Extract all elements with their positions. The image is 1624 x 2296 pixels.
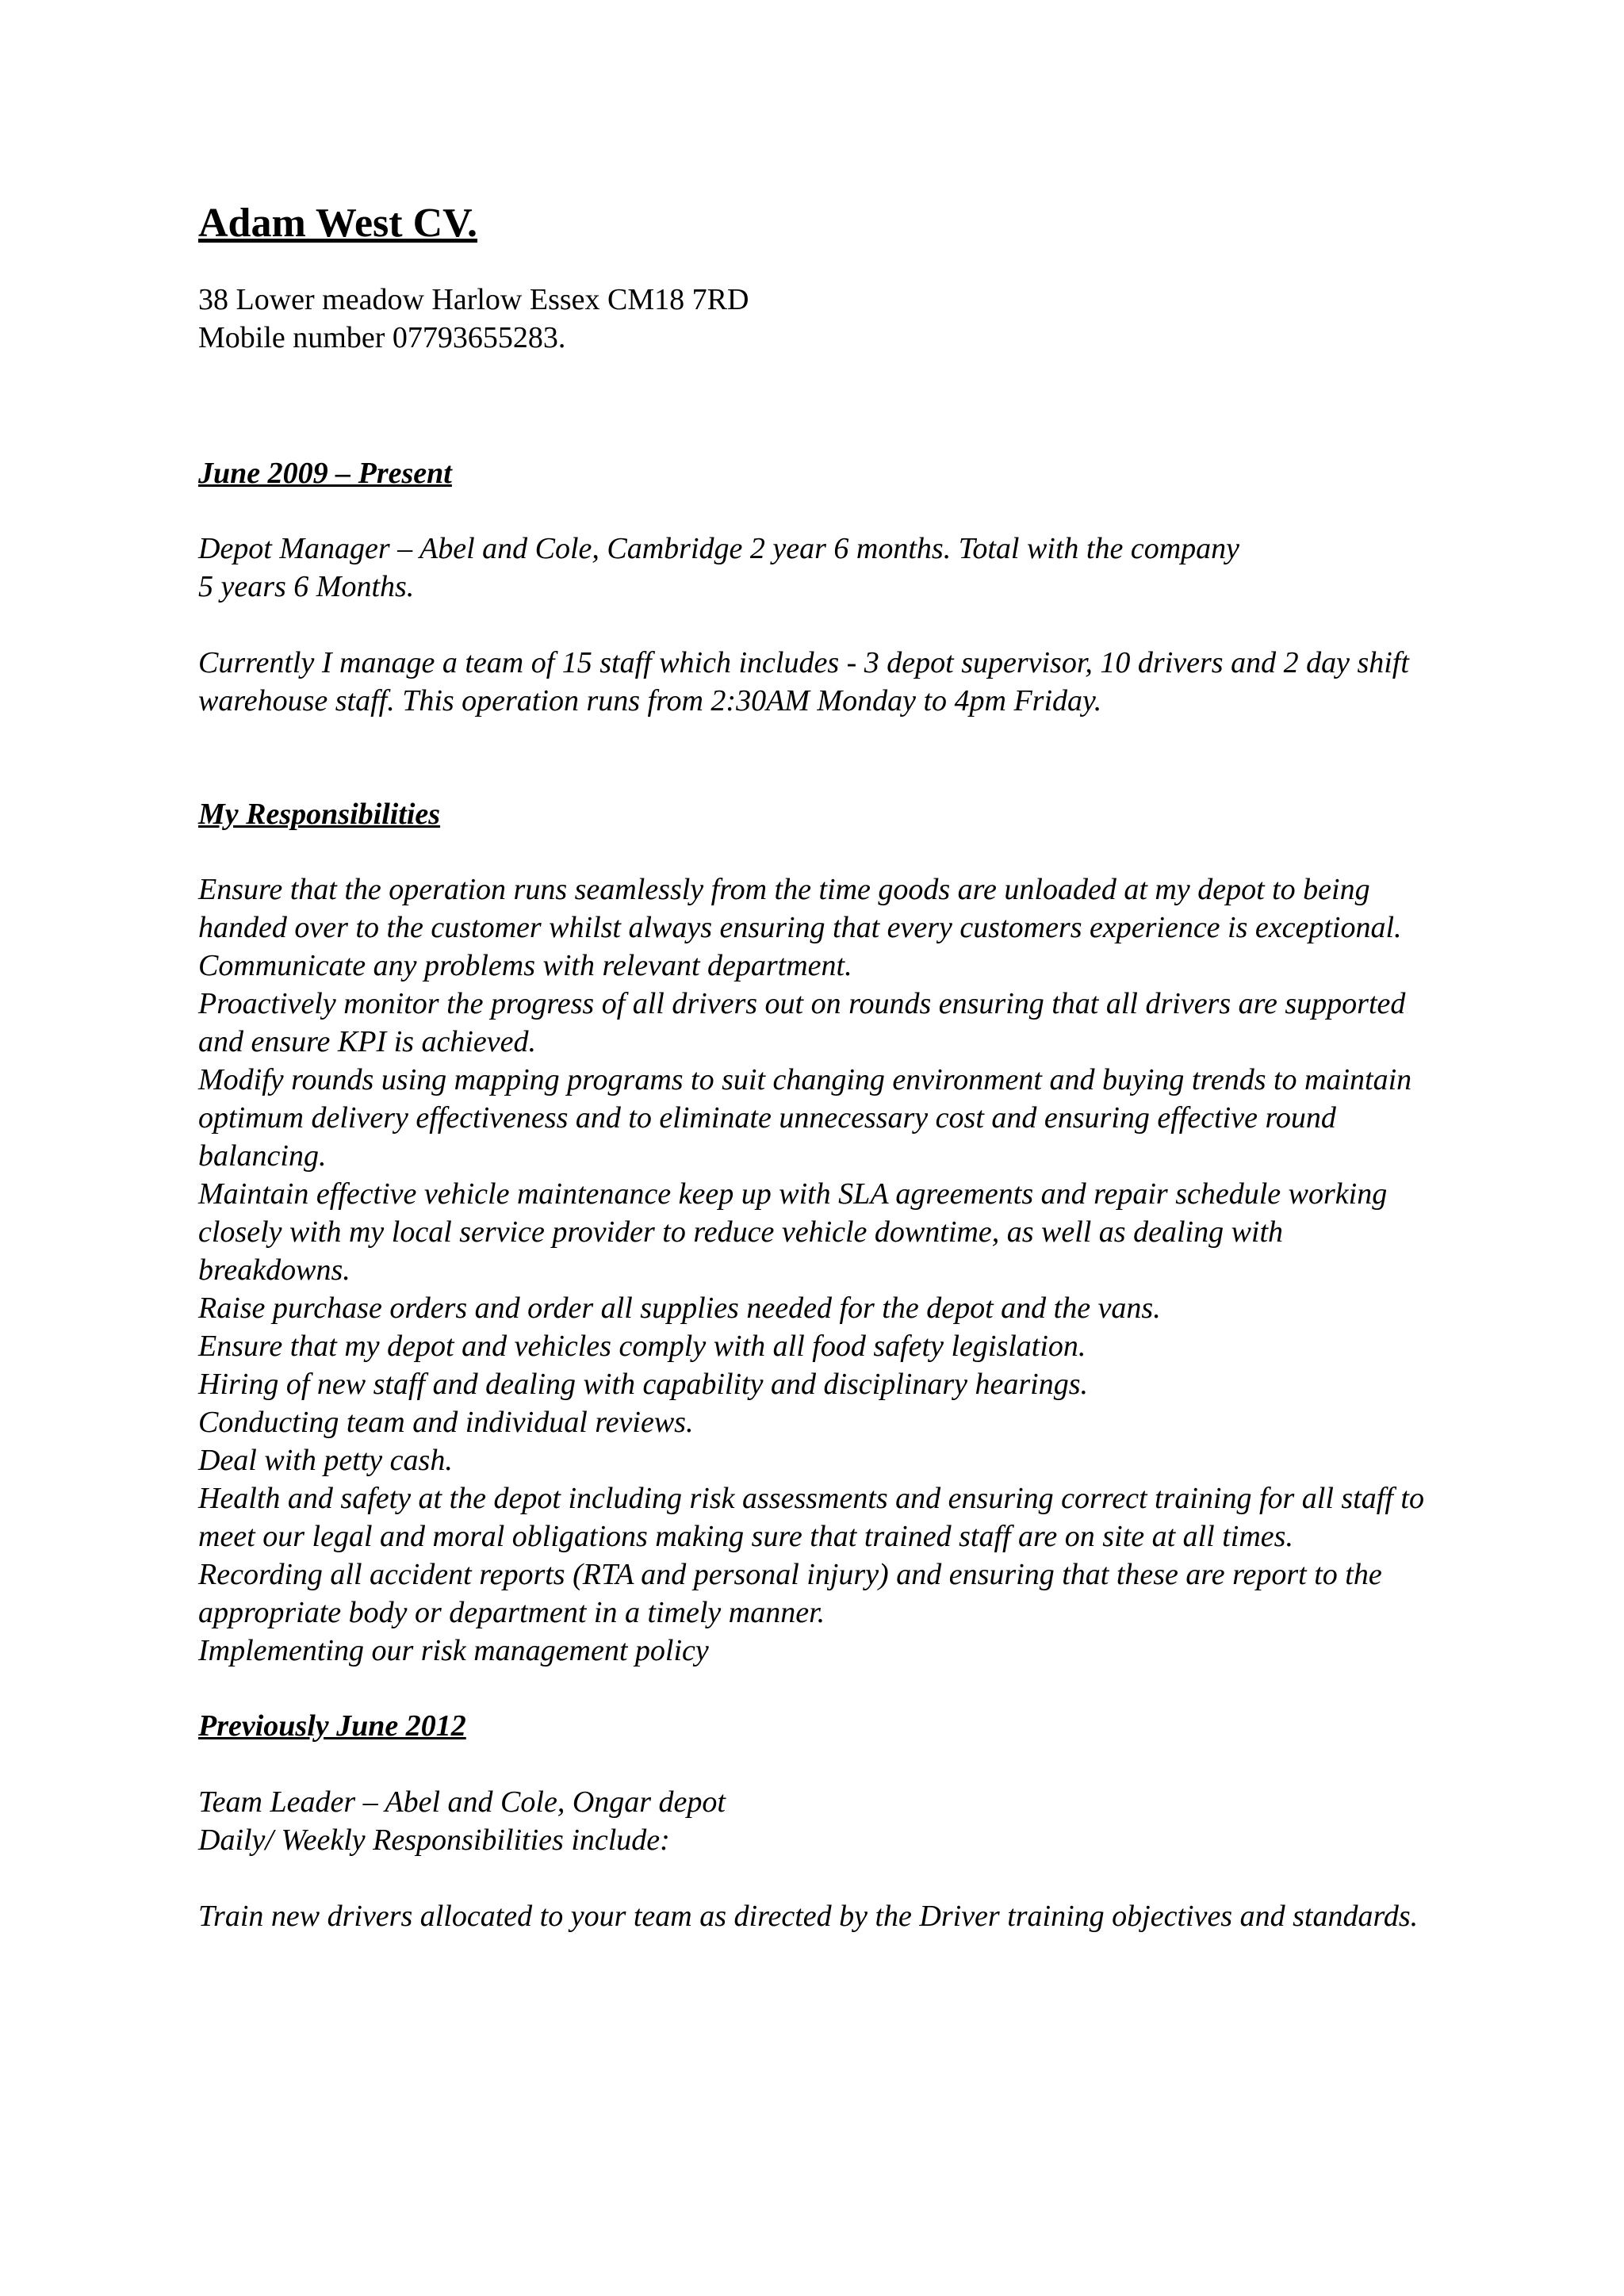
responsibility-item: Raise purchase orders and order all supplies needed for the depot and the vans. bbox=[198, 1292, 1161, 1325]
responsibilities-list bbox=[198, 871, 1435, 1670]
contact-details bbox=[198, 281, 1435, 357]
responsibility-item: Ensure that my depot and vehicles comply with all food safety legislation. bbox=[198, 1330, 1086, 1363]
responsibility-item: Health and safety at the depot including risk assessments and ensuring correct training for all staff to meet our legal and moral obligations making sure that trained staff are on site at all times. bbox=[198, 1482, 1424, 1553]
responsibility-item: Deal with petty cash. bbox=[198, 1444, 453, 1477]
cv-title: Adam West CV. bbox=[198, 201, 478, 246]
current-role-heading: June 2009 – Present bbox=[198, 457, 452, 490]
current-role-title bbox=[198, 530, 1435, 606]
responsibility-item: Implementing our risk management policy bbox=[198, 1634, 709, 1667]
mobile-number: Mobile number 07793655283. bbox=[198, 321, 566, 354]
responsibility-item: Communicate any problems with relevant department. bbox=[198, 949, 852, 982]
previous-role-responsibilities-intro: Daily/ Weekly Responsibilities include: bbox=[198, 1823, 670, 1857]
responsibility-item: Maintain effective vehicle maintenance keep up with SLA agreements and repair schedule working closely with my local service provider to reduce vehicle downtime, as well as dealing with breakdowns. bbox=[198, 1177, 1388, 1287]
previous-role-training: Train new drivers allocated to your team as directed by the Driver training objectives and standards. bbox=[198, 1900, 1419, 1933]
responsibility-item: Proactively monitor the progress of all drivers out on rounds ensuring that all drivers are supported and ensure KPI is achieved. bbox=[198, 987, 1406, 1058]
address: 38 Lower meadow Harlow Essex CM18 7RD bbox=[198, 283, 749, 316]
previous-role-title: Team Leader – Abel and Cole, Ongar depot bbox=[198, 1785, 726, 1819]
responsibility-item: Conducting team and individual reviews. bbox=[198, 1406, 694, 1439]
responsibility-item: Modify rounds using mapping programs to suit changing environment and buying trends to maintain optimum delivery effectiveness and to eliminate unnecessary cost and ensuring effective round balancing. bbox=[198, 1063, 1412, 1173]
responsibility-item: Recording all accident reports (RTA and personal injury) and ensuring that these are report to the appropriate body or department in a timely manner. bbox=[198, 1558, 1382, 1629]
responsibilities-heading: My Responsibilities bbox=[198, 798, 441, 831]
current-role-title-line-2: 5 years 6 Months. bbox=[198, 570, 415, 603]
previous-role-heading: Previously June 2012 bbox=[198, 1709, 466, 1743]
responsibility-item: Hiring of new staff and dealing with capability and disciplinary hearings. bbox=[198, 1368, 1089, 1401]
responsibility-item: Ensure that the operation runs seamlessly from the time goods are unloaded at my depot to being handed over to the customer whilst always ensuring that every customers experience is exceptional. bbox=[198, 873, 1402, 944]
current-role-title-line-1: Depot Manager – Abel and Cole, Cambridge 2 year 6 months. Total with the company bbox=[198, 532, 1240, 565]
cv-document bbox=[198, 198, 1435, 1935]
previous-role-details bbox=[198, 1783, 1435, 1859]
current-role-description: Currently I manage a team of 15 staff which includes - 3 depot supervisor, 10 drivers and 2 day shift warehouse staff. This operation runs from 2:30AM Monday to 4pm Friday. bbox=[198, 646, 1409, 718]
